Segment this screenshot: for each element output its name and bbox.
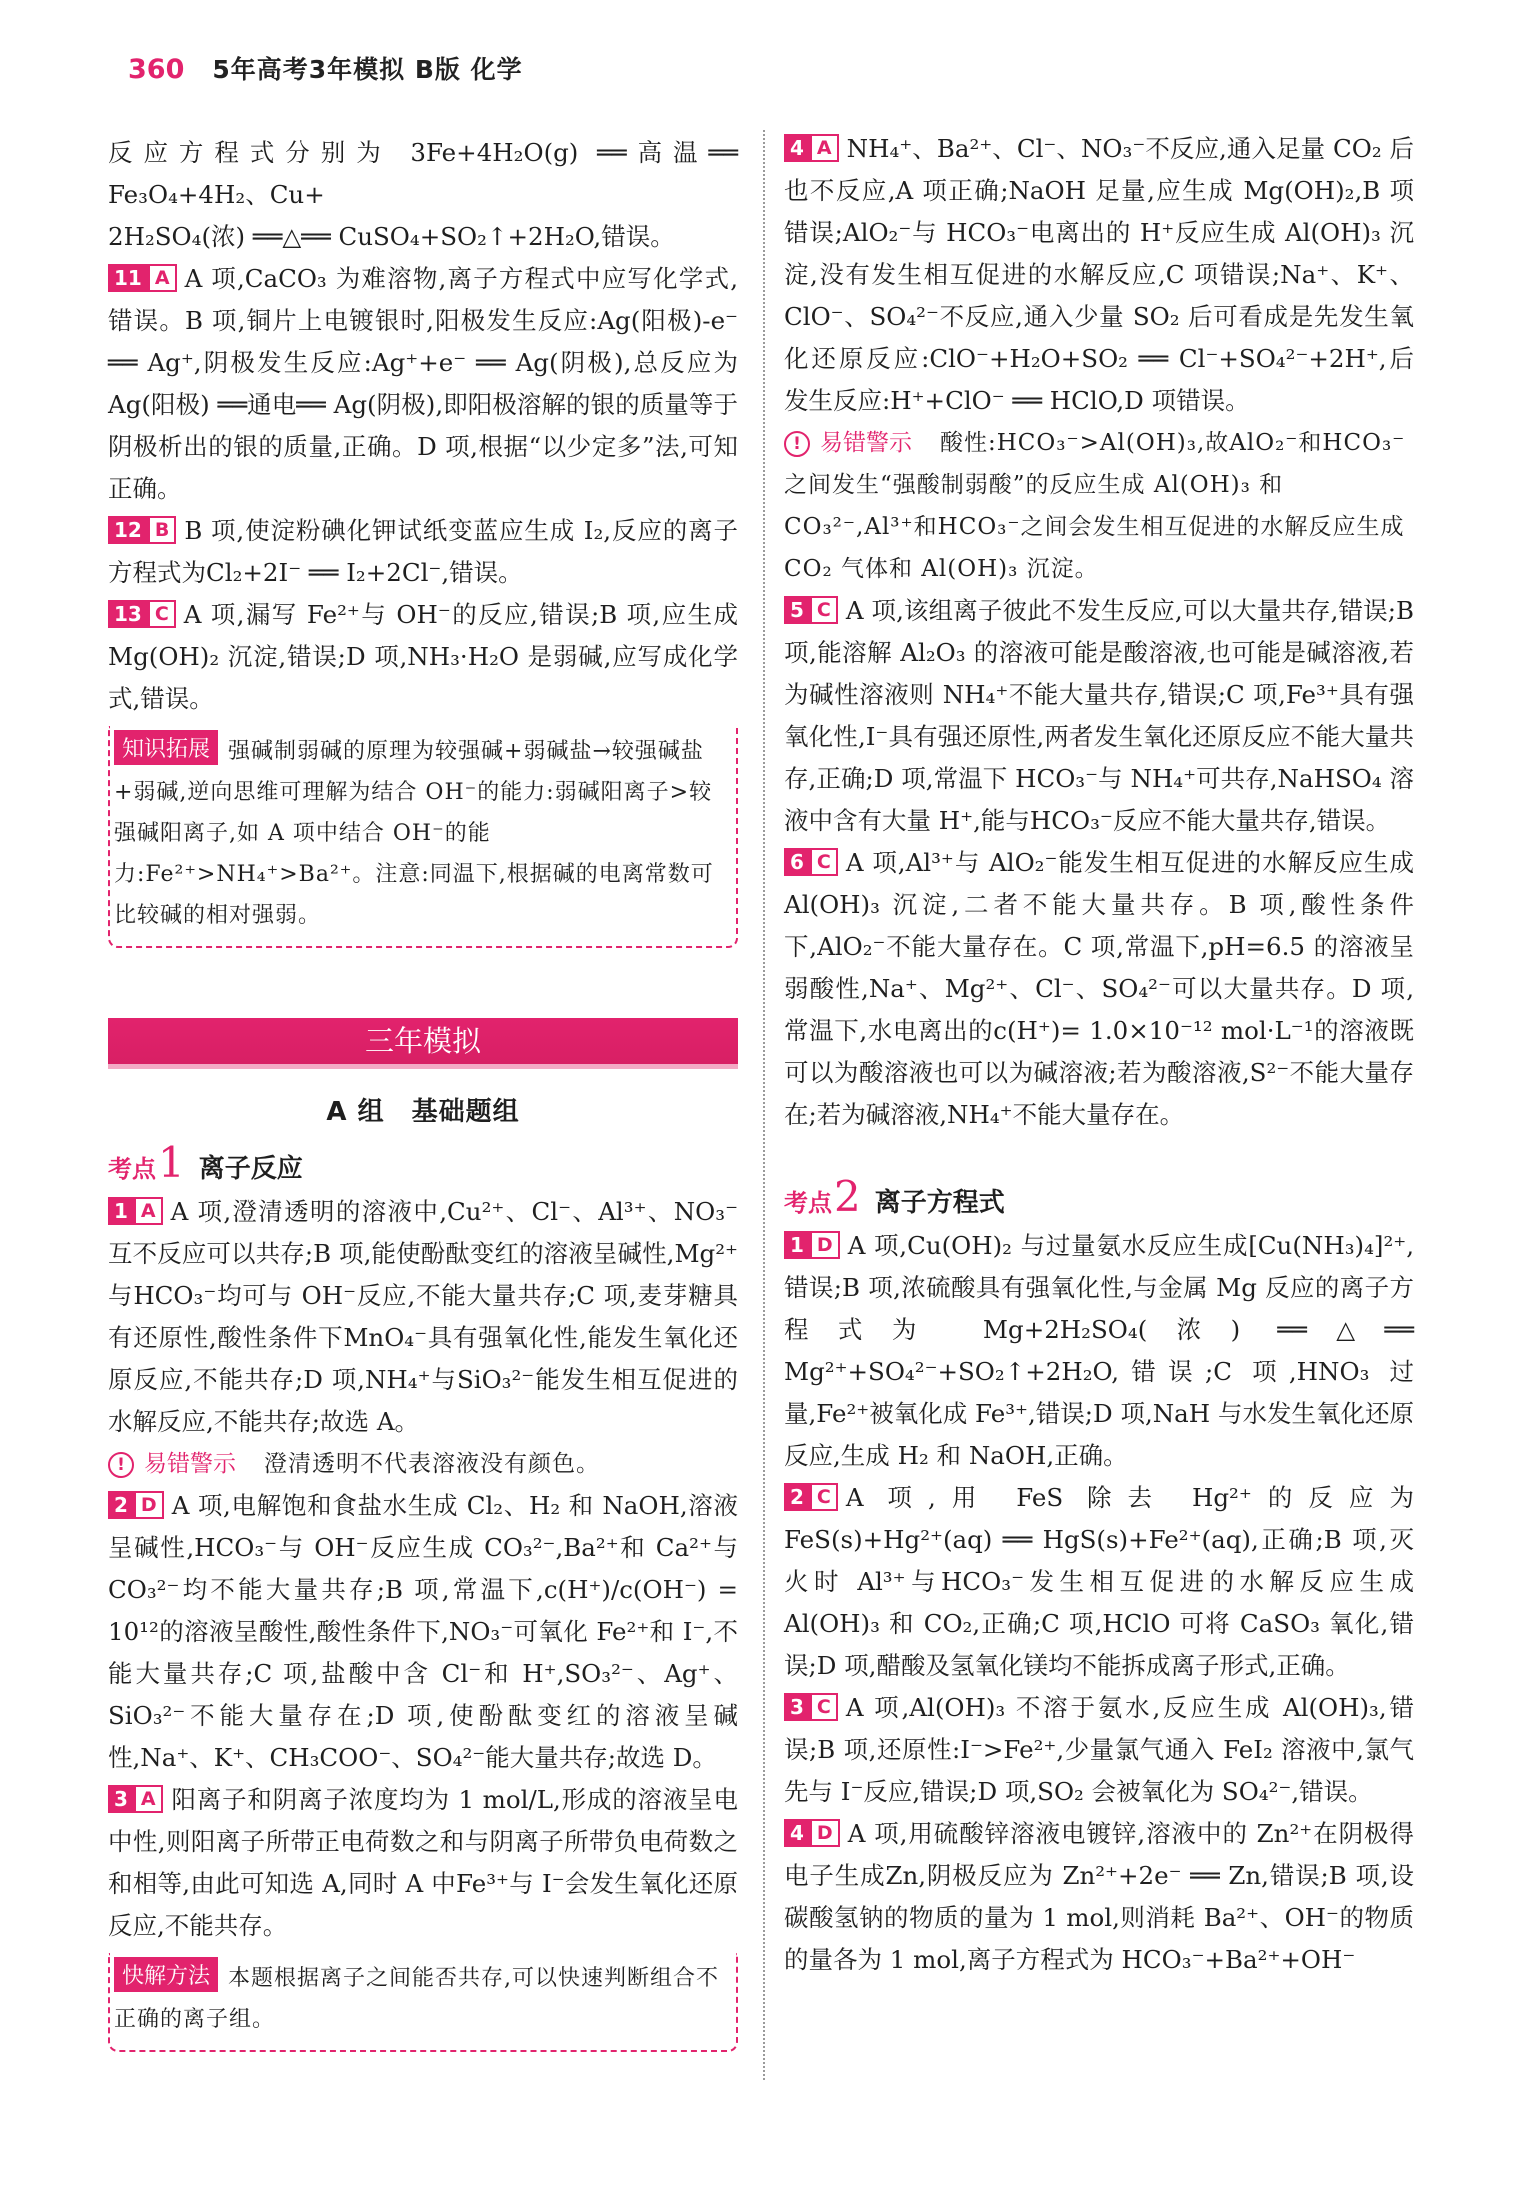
right-column xyxy=(784,128,1414,1981)
answer-letter: C xyxy=(810,1693,838,1721)
kp-label: 考点 xyxy=(108,1155,156,1183)
answer-text: B 项,使淀粉碘化钾试纸变蓝应生成 I₂,反应的离子方程式为Cl₂+2I⁻ ══ I₂+2Cl⁻,错误。 xyxy=(108,516,738,587)
page-header xyxy=(128,50,523,86)
answer-letter: D xyxy=(134,1491,164,1519)
question-number: 3 xyxy=(784,1693,810,1721)
answer-text: A 项,漏写 Fe²⁺与 OH⁻的反应,错误;B 项,应生成 Mg(OH)₂ 沉淀,错误;D 项,NH₃·H₂O 是弱碱,应写成化学式,错误。 xyxy=(108,600,738,713)
question-number: 5 xyxy=(784,596,810,624)
warning-icon: ! xyxy=(108,1452,134,1478)
answer-badge xyxy=(784,1483,838,1511)
answer-text: A 项,电解饱和食盐水生成 Cl₂、H₂ 和 NaOH,溶液呈碱性,HCO₃⁻与 OH⁻反应生成 CO₃²⁻,Ba²⁺和 Ca²⁺与 CO₃²⁻均不能大量共存;B 项,常温下,c(H⁺)/c(OH⁻) = 10¹²的溶液呈酸性,酸性条件下,NO₃⁻可氧化 Fe²⁺和 I⁻,不能大量共存;C 项,盐酸中含 Cl⁻和 H⁺,SO₃²⁻、Ag⁺、SiO₃²⁻不能大量存在;D 项,使酚酞变红的溶液呈碱性,Na⁺、K⁺、CH₃COO⁻、SO₄²⁻能大量共存;故选 D。 xyxy=(108,1491,738,1772)
answer-badge xyxy=(108,1491,164,1519)
answer-badge xyxy=(784,1231,840,1259)
answer-item xyxy=(784,1225,1414,1477)
answer-item xyxy=(108,1485,738,1779)
answer-text: A 项,Al(OH)₃ 不溶于氨水,反应生成 Al(OH)₃,错误;B 项,还原性:I⁻>Fe²⁺,少量氯气通入 FeI₂ 溶液中,氯气先与 I⁻反应,错误;D 项,SO₂ 会被氧化为 SO₄²⁻,错误。 xyxy=(784,1693,1414,1806)
answer-badge xyxy=(784,848,838,876)
answer-letter: C xyxy=(810,1483,838,1511)
answer-badge xyxy=(108,1785,163,1813)
answer-badge xyxy=(784,596,838,624)
answer-text: 阳离子和阴离子浓度均为 1 mol/L,形成的溶液呈电中性,则阳离子所带正电荷数之和与阴离子所带负电荷数之和相等,由此可知选 A,同时 A 中Fe³⁺与 I⁻会发生氧化还原反应,不能共存。 xyxy=(108,1785,738,1940)
answer-letter: A xyxy=(134,1197,163,1225)
answer-badge xyxy=(784,1693,838,1721)
warning-text: 澄清透明不代表溶液没有颜色。 xyxy=(264,1451,600,1477)
column-divider xyxy=(763,130,765,2080)
kp-title: 离子方程式 xyxy=(874,1188,1005,1218)
answer-item xyxy=(784,842,1414,1136)
question-number: 1 xyxy=(784,1231,810,1259)
kp-label: 考点 xyxy=(784,1189,832,1217)
answer-badge xyxy=(108,600,176,628)
note-text: 强碱制弱碱的原理为较强碱+弱碱盐→较强碱盐+弱碱,逆向思维可理解为结合 OH⁻的能力:弱碱阳离子>较强碱阳离子,如 A 项中结合 OH⁻的能力:Fe²⁺>NH₄⁺>Ba²⁺。注意:同温下,根据碱的电离常数可比较碱的相对强弱。 xyxy=(114,739,714,928)
error-warning xyxy=(108,1443,738,1485)
question-number: 1 xyxy=(108,1197,134,1225)
question-number: 6 xyxy=(784,848,810,876)
answer-badge xyxy=(108,264,177,292)
note-label: 快解方法 xyxy=(114,1957,218,1992)
note-label: 知识拓展 xyxy=(114,730,218,765)
answer-letter: C xyxy=(148,600,176,628)
kp-number: 1 xyxy=(158,1138,185,1187)
paragraph: 反应方程式分别为 3Fe+4H₂O(g) ══高温══ Fe₃O₄+4H₂、Cu+ xyxy=(108,138,738,209)
answer-letter: A xyxy=(148,264,177,292)
answer-item xyxy=(784,1687,1414,1813)
question-number: 13 xyxy=(108,600,148,628)
question-number: 4 xyxy=(784,1819,810,1847)
quick-method-note xyxy=(108,1953,738,2052)
book-title: 5年高考3年模拟 B版 化学 xyxy=(212,55,523,84)
knowledge-point-heading xyxy=(108,1138,738,1187)
warning-icon: ! xyxy=(784,431,810,457)
note-text: 本题根据离子之间能否共存,可以快速判断组合不正确的离子组。 xyxy=(114,1966,720,2032)
answer-text: A 项,该组离子彼此不发生反应,可以大量共存,错误;B 项,能溶解 Al₂O₃ 的溶液可能是酸溶液,也可能是碱溶液,若为碱性溶液则 NH₄⁺不能大量共存,错误;C 项,Fe³⁺具有强氧化性,I⁻具有强还原性,两者发生氧化还原反应不能大量共存,正确;D 项,常温下 HCO₃⁻与 NH₄⁺可共存,NaHSO₄ 溶液中含有大量 H⁺,能与HCO₃⁻反应不能大量共存,错误。 xyxy=(784,596,1414,835)
answer-item xyxy=(108,1191,738,1443)
answer-item xyxy=(784,128,1414,422)
answer-item xyxy=(108,510,738,594)
warning-label: 易错警示 xyxy=(144,1451,236,1477)
answer-letter: D xyxy=(810,1231,840,1259)
answer-letter: B xyxy=(148,516,176,544)
answer-text: A 项,用 FeS 除去 Hg²⁺的反应为 FeS(s)+Hg²⁺(aq) ══ HgS(s)+Fe²⁺(aq),正确;B 项,灭火时 Al³⁺与HCO₃⁻发生相互促进的水解反应生成 Al(OH)₃ 和 CO₂,正确;C 项,HClO 可将 CaSO₃ 氧化,错误;D 项,醋酸及氢氧化镁均不能拆成离子形式,正确。 xyxy=(784,1483,1414,1680)
section-title: 三年模拟 xyxy=(108,1018,738,1069)
answer-badge xyxy=(108,516,176,544)
knowledge-note xyxy=(108,726,738,948)
answer-letter: A xyxy=(134,1785,163,1813)
answer-badge xyxy=(108,1197,163,1225)
answer-text: A 项,Cu(OH)₂ 与过量氨水反应生成[Cu(NH₃)₄]²⁺,错误;B 项,浓硫酸具有强氧化性,与金属 Mg 反应的离子方程式为 Mg+2H₂SO₄(浓) ══△══ Mg²⁺+SO₄²⁻+SO₂↑+2H₂O,错误;C 项,HNO₃ 过量,Fe²⁺被氧化成 Fe³⁺,错误;D 项,NaH 与水发生氧化还原反应,生成 H₂ 和 NaOH,正确。 xyxy=(784,1231,1414,1470)
question-number: 3 xyxy=(108,1785,134,1813)
knowledge-point-heading xyxy=(784,1172,1414,1221)
answer-letter: D xyxy=(810,1819,840,1847)
question-number: 11 xyxy=(108,264,148,292)
question-number: 2 xyxy=(784,1483,810,1511)
question-number: 2 xyxy=(108,1491,134,1519)
error-warning xyxy=(784,422,1414,590)
page-number: 360 xyxy=(128,54,185,85)
answer-badge xyxy=(784,1819,840,1847)
question-number: 4 xyxy=(784,134,810,162)
paragraph: 2H₂SO₄(浓) ══△══ CuSO₄+SO₂↑+2H₂O,错误。 xyxy=(108,222,675,251)
kp-number: 2 xyxy=(834,1172,861,1221)
answer-item xyxy=(108,258,738,510)
answer-text: A 项,Al³⁺与 AlO₂⁻能发生相互促进的水解反应生成 Al(OH)₃ 沉淀,二者不能大量共存。B 项,酸性条件下,AlO₂⁻不能大量存在。C 项,常温下,pH=6.5 的溶液呈弱酸性,Na⁺、Mg²⁺、Cl⁻、SO₄²⁻可以大量共存。D 项,常温下,水电离出的c(H⁺)= 1.0×10⁻¹² mol·L⁻¹的溶液既可以为酸溶液也可以为碱溶液;若为酸溶液,S²⁻不能大量存在;若为碱溶液,NH₄⁺不能大量存在。 xyxy=(784,848,1414,1129)
answer-item xyxy=(784,1477,1414,1687)
answer-item xyxy=(784,590,1414,842)
kp-title: 离子反应 xyxy=(198,1154,303,1184)
answer-letter: A xyxy=(810,134,839,162)
answer-item xyxy=(784,1813,1414,1981)
warning-text: 酸性:HCO₃⁻>Al(OH)₃,故AlO₂⁻和HCO₃⁻之间发生“强酸制弱酸”的反应生成 Al(OH)₃ 和 CO₃²⁻,Al³⁺和HCO₃⁻之间会发生相互促进的水解反应生成 CO₂ 气体和 Al(OH)₃ 沉淀。 xyxy=(784,430,1406,582)
answer-letter: C xyxy=(810,596,838,624)
warning-label: 易错警示 xyxy=(820,430,912,456)
group-title: A 组 基础题组 xyxy=(326,1097,520,1127)
answer-text: A 项,用硫酸锌溶液电镀锌,溶液中的 Zn²⁺在阴极得电子生成Zn,阴极反应为 Zn²⁺+2e⁻ ══ Zn,错误;B 项,设碳酸氢钠的物质的量为 1 mol,则消耗 Ba²⁺、OH⁻的物质的量各为 1 mol,离子方程式为 HCO₃⁻+Ba²⁺+OH⁻ xyxy=(784,1819,1414,1974)
answer-text: A 项,澄清透明的溶液中,Cu²⁺、Cl⁻、Al³⁺、NO₃⁻互不反应可以共存;B 项,能使酚酞变红的溶液呈碱性,Mg²⁺与HCO₃⁻均可与 OH⁻反应,不能大量共存;C 项,麦芽糖具有还原性,酸性条件下MnO₄⁻具有强氧化性,能发生氧化还原反应,不能共存;D 项,NH₄⁺与SiO₃²⁻能发生相互促进的水解反应,不能共存;故选 A。 xyxy=(108,1197,738,1436)
answer-item xyxy=(108,594,738,720)
answer-text: A 项,CaCO₃ 为难溶物,离子方程式中应写化学式,错误。B 项,铜片上电镀银时,阳极发生反应:Ag(阳极)-e⁻ ══ Ag⁺,阴极发生反应:Ag⁺+e⁻ ══ Ag(阴极),总反应为 Ag(阳极) ══通电══ Ag(阴极),即阳极溶解的银的质量等于阴极析出的银的质量,正确。D 项,根据“以少定多”法,可知正确。 xyxy=(108,264,738,503)
answer-letter: C xyxy=(810,848,838,876)
left-column xyxy=(108,132,738,2062)
answer-badge xyxy=(784,134,839,162)
question-number: 12 xyxy=(108,516,148,544)
answer-item xyxy=(108,1779,738,1947)
answer-text: NH₄⁺、Ba²⁺、Cl⁻、NO₃⁻不反应,通入足量 CO₂ 后也不反应,A 项正确;NaOH 足量,应生成 Mg(OH)₂,B 项错误;AlO₂⁻与 HCO₃⁻电离出的 H⁺反应生成 Al(OH)₃ 沉淀,没有发生相互促进的水解反应,C 项错误;Na⁺、K⁺、ClO⁻、SO₄²⁻不反应,通入少量 SO₂ 后可看成是先发生氧化还原反应:ClO⁻+H₂O+SO₂ ══ Cl⁻+SO₄²⁻+2H⁺,后发生反应:H⁺+ClO⁻ ══ HClO,D 项错误。 xyxy=(784,134,1414,415)
